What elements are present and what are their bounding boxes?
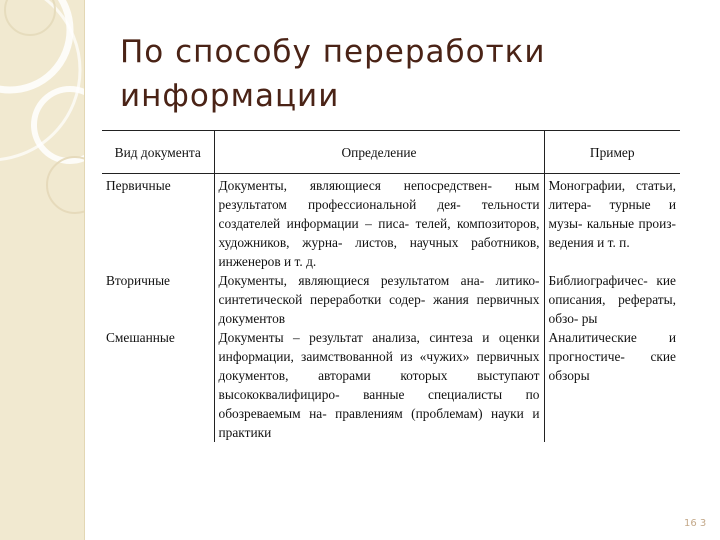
header-doc-type: Вид документа: [102, 131, 214, 174]
cell-example: Аналитические и прогностиче- ские обзоры: [544, 328, 680, 442]
page-number: 16 3: [684, 518, 707, 529]
cell-definition: Документы – результат анализа, синтеза и оценки информации, заимствованной из «чужих» первичных документов, авторами которых выступают высококвалифициро- ванные специалисты по обозреваемым на- правлениям (проблемам) науки и практики: [214, 328, 544, 442]
cell-type: Смешанные: [106, 330, 175, 345]
decorative-circles: [0, 0, 84, 540]
table-row: [102, 328, 680, 442]
header-example: Пример: [544, 131, 680, 174]
document-types-table-wrapper: [102, 130, 680, 442]
cell-definition: Документы, являющиеся непосредствен- ным результатом профессиональной дея- тельности создателей информации – писа- телей, композиторов, художников, журна- листов, научных работников, инженеров и т. д.: [214, 174, 544, 272]
header-definition: Определение: [214, 131, 544, 174]
table-header-row: [102, 131, 680, 174]
table-row: [102, 174, 680, 272]
cell-example: Монографии, статьи, литера- турные и музы- кальные произ- ведения и т. п.: [544, 174, 680, 272]
cell-definition: Документы, являющиеся результатом ана- литико-синтетической переработки содер- жания первичных документов: [214, 271, 544, 328]
decorative-side-strip: [0, 0, 84, 540]
table-row: [102, 271, 680, 328]
cell-example: Библиографичес- кие описания, рефераты, обзо- ры: [544, 271, 680, 328]
cell-type: Вторичные: [106, 273, 171, 288]
cell-type: Первичные: [106, 178, 171, 193]
slide-title: По способу переработки информации: [120, 34, 546, 114]
side-divider: [84, 0, 85, 540]
document-types-table: [102, 130, 680, 442]
